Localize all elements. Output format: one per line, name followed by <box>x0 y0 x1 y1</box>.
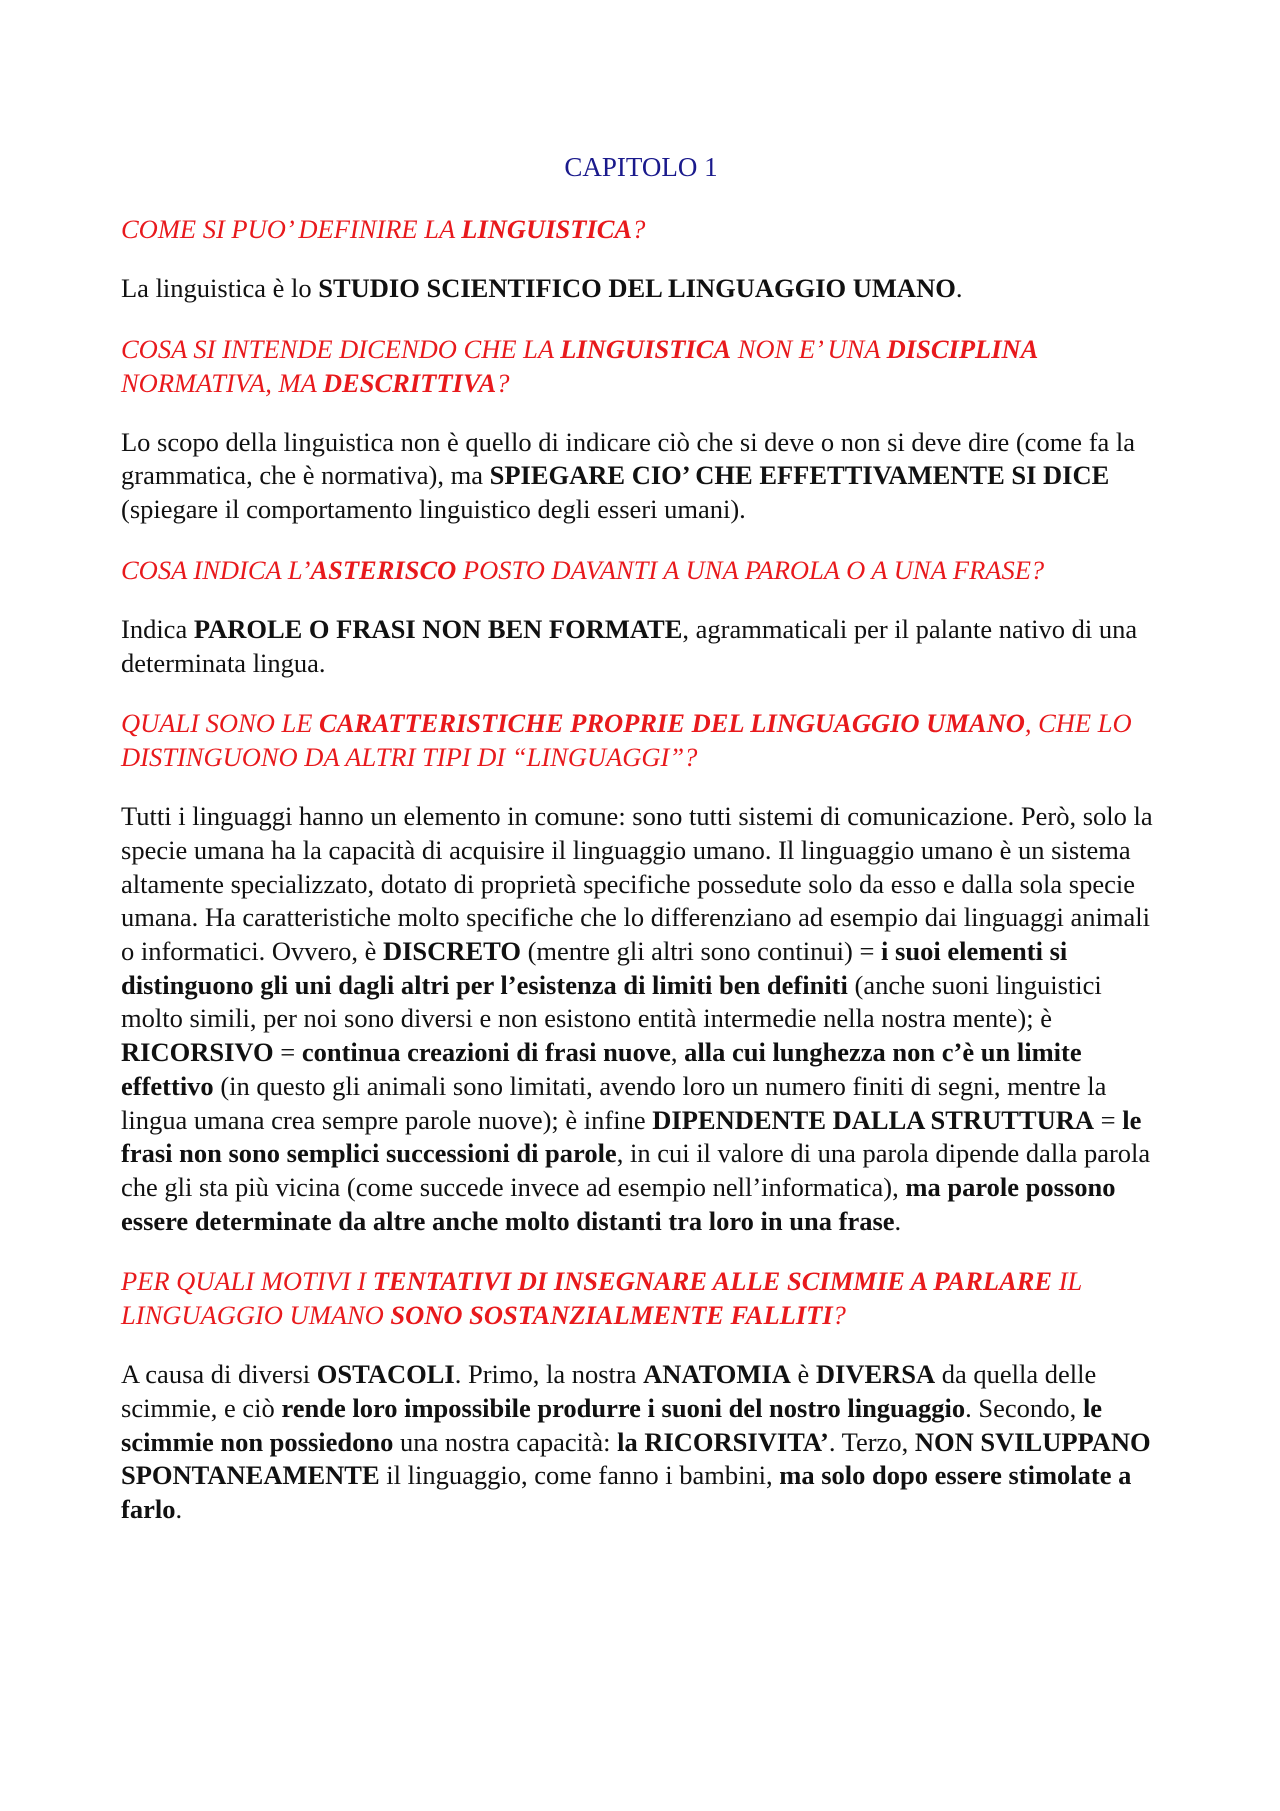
text-run: QUALI SONO LE <box>121 708 320 739</box>
answer-paragraph <box>121 613 1161 680</box>
bold-text-run: CARATTERISTICHE PROPRIE DEL LINGUAGGIO UMANO <box>319 708 1025 739</box>
question-heading <box>121 1264 1161 1332</box>
text-run: (spiegare il comportamento linguistico degli esseri umani). <box>121 494 746 525</box>
bold-text-run: SONO SOSTANZIALMENTE FALLITI <box>390 1300 833 1331</box>
bold-text-run: ASTERISCO <box>310 554 457 585</box>
document-content <box>121 150 1161 1553</box>
text-run: La linguistica è lo <box>121 273 319 303</box>
text-run: . Primo, la nostra <box>454 1359 644 1390</box>
bold-text-run: TENTATIVI DI INSEGNARE ALLE SCIMMIE A PARLARE <box>372 1266 1053 1297</box>
qa-section-5 <box>121 1264 1161 1527</box>
text-run: (in questo gli animali sono limitati, avendo loro un numero finiti di segni, mentre la lingua umana crea sempre parole nuove); è infine <box>121 1070 1107 1135</box>
text-run: NON E’ UNA <box>731 333 887 364</box>
bold-text-run: DESCRITTIVA <box>322 367 497 398</box>
qa-section-3 <box>121 553 1161 680</box>
text-run: , <box>670 1037 685 1068</box>
answer-paragraph <box>121 426 1161 527</box>
text-run: . <box>955 273 963 303</box>
text-run: ? <box>632 214 646 244</box>
bold-text-run: i suoi elementi si distinguono gli uni dagli altri per l’esistenza di limiti ben definiti <box>121 936 1068 1000</box>
bold-text-run: NON SVILUPPANO SPONTANEAMENTE <box>121 1426 1151 1491</box>
text-run: , agrammaticali per il palante nativo di una determinata lingua. <box>121 613 1138 678</box>
bold-text-run: DISCRETO <box>382 936 521 967</box>
bold-text-run: STUDIO SCIENTIFICO DEL LINGUAGGIO UMANO <box>318 273 956 303</box>
bold-text-run: ma solo dopo essere stimolate a farlo <box>121 1460 1132 1525</box>
bold-text-run: continua creazioni di frasi nuove <box>301 1037 671 1068</box>
bold-text-run: SPIEGARE CIO’ CHE EFFETTIVAMENTE SI DICE <box>489 460 1110 491</box>
bold-text-run: DIVERSA <box>815 1359 936 1390</box>
text-run: Indica <box>121 613 194 644</box>
text-run: = <box>1094 1104 1123 1135</box>
bold-text-run: le frasi non sono semplici successioni di parole <box>121 1104 1142 1169</box>
question-heading <box>121 553 1161 587</box>
bold-text-run: ANATOMIA <box>643 1359 791 1390</box>
answer-paragraph <box>121 800 1161 1238</box>
text-run: = <box>273 1037 302 1068</box>
text-run: IL LINGUAGGIO UMANO <box>121 1266 1082 1331</box>
bold-text-run: rende loro impossibile produrre i suoni del nostro linguaggio <box>281 1393 966 1424</box>
bold-text-run: la RICORSIVITA’ <box>617 1426 829 1457</box>
text-run: , in cui il valore di una parola dipende dalla parola che gli sta più vicina (come succede invece ad esempio nell’informatica), <box>121 1138 1151 1202</box>
bold-text-run: RICORSIVO <box>121 1037 274 1068</box>
text-run: , CHE LO DISTINGUONO DA ALTRI TIPI DI “LINGUAGGI”? <box>121 708 1132 773</box>
bold-text-run: PAROLE O FRASI NON BEN FORMATE <box>193 613 683 644</box>
text-run: da quella delle scimmie, e ciò <box>121 1359 1097 1424</box>
text-run: POSTO DAVANTI A UNA PAROLA O A UNA FRASE? <box>456 554 1045 585</box>
text-run: ? <box>832 1300 846 1331</box>
text-run: PER QUALI MOTIVI I <box>121 1266 373 1297</box>
bold-text-run: alla cui lunghezza non c’è un limite effettivo <box>121 1037 1082 1101</box>
text-run: è <box>790 1359 816 1390</box>
text-run: . Secondo, <box>965 1393 1083 1424</box>
bold-text-run: DIPENDENTE DALLA STRUTTURA <box>652 1104 1095 1135</box>
bold-text-run: DISCIPLINA <box>886 333 1039 364</box>
bold-text-run: ma parole possono essere determinate da altre anche molto distanti tra loro in una frase <box>121 1171 1116 1236</box>
chapter-title: CAPITOLO 1 <box>564 152 718 182</box>
text-run: una nostra capacità: <box>393 1426 618 1457</box>
text-run: COSA SI INTENDE DICENDO CHE LA <box>121 333 561 364</box>
qa-section-1 <box>121 212 1161 306</box>
question-heading <box>121 212 1161 246</box>
text-run: ? <box>496 367 510 398</box>
text-run: . Terzo, <box>828 1426 915 1457</box>
text-run: . <box>894 1205 902 1236</box>
answer-paragraph <box>121 1358 1161 1527</box>
text-run: (mentre gli altri sono continui) = <box>520 936 882 967</box>
qa-section-4 <box>121 706 1161 1238</box>
bold-text-run: le scimmie non possiedono <box>121 1393 1103 1457</box>
text-run: COSA INDICA L’ <box>121 554 311 585</box>
text-run: (anche suoni linguistici molto simili, per noi sono diversi e non esistono entità intermedie nella nostra mente); è <box>121 969 1102 1034</box>
question-heading <box>121 706 1161 774</box>
text-run: . <box>175 1494 183 1525</box>
qa-section-2 <box>121 332 1161 527</box>
answer-paragraph <box>121 272 1161 306</box>
question-heading <box>121 332 1161 400</box>
text-run: il linguaggio, come fanno i bambini, <box>379 1460 780 1491</box>
text-run: Lo scopo della linguistica non è quello di indicare ciò che si deve o non si deve dire (come fa la grammatica, che è normativa), ma <box>121 426 1136 491</box>
bold-text-run: LINGUISTICA <box>461 214 633 244</box>
text-run: Tutti i linguaggi hanno un elemento in comune: sono tutti sistemi di comunicazione. Però, solo la specie umana ha la capacità di acquisire il linguaggio umano. Il linguaggio umano è un sistema altamente specializzato, dotato di proprietà specifiche possedute solo da esso e dalla sola specie umana. Ha caratteristiche molto specifiche che lo differenziano ad esempio dai linguaggi animali o informatici. Ovvero, è <box>121 801 1153 967</box>
bold-text-run: OSTACOLI <box>316 1359 455 1390</box>
text-run: COME SI PUO’ DEFINIRE LA <box>121 214 462 244</box>
text-run: A causa di diversi <box>121 1359 317 1390</box>
bold-text-run: LINGUISTICA <box>560 333 732 364</box>
text-run: NORMATIVA, MA <box>121 367 323 398</box>
